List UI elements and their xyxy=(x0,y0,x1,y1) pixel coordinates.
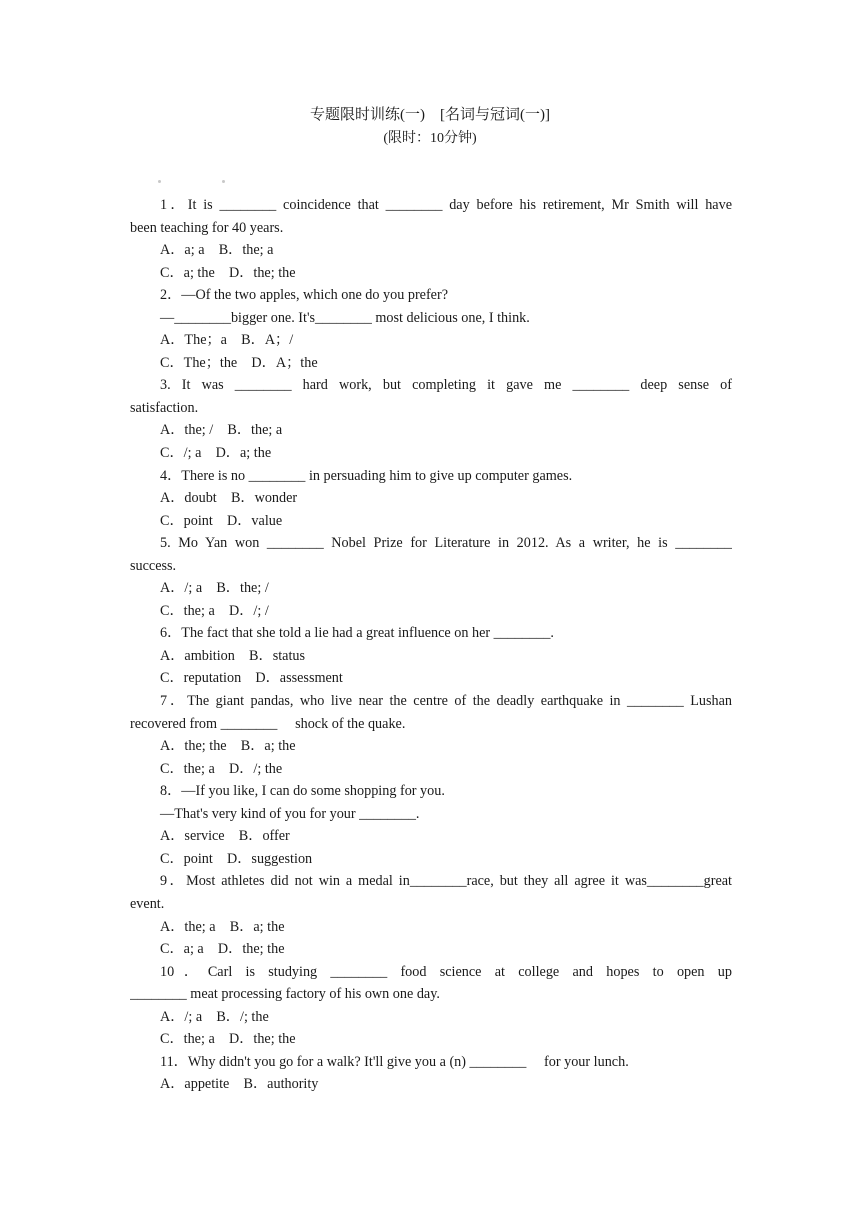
question-5 xyxy=(130,532,732,622)
question-stem: 6．The fact that she told a lie had a great influence on her ________. xyxy=(160,625,554,642)
question-stem: 10．Carl is studying ________ food science at college and hopes to open up xyxy=(160,963,732,980)
answer-options: A．the; / B．the; a xyxy=(160,422,283,439)
question-2 xyxy=(130,284,732,374)
answer-options: C．the; a D．/; the xyxy=(160,760,283,777)
question-stem: 7．The giant pandas, who live near the centre of the deadly earthquake in ________ Lushan xyxy=(160,693,732,710)
page-title: 专题限时训练(一) [名词与冠词(一)] xyxy=(310,107,550,123)
scan-specks xyxy=(158,180,238,186)
scan-speck xyxy=(222,180,225,183)
answer-options: A．service B．offer xyxy=(160,828,290,845)
question-6 xyxy=(130,622,732,690)
answer-options: A．a; a B．the; a xyxy=(160,242,274,259)
question-stem: 4．There is no ________ in persuading him to give up computer games. xyxy=(160,467,573,484)
answer-options: C．point D．suggestion xyxy=(160,850,313,867)
question-stem-continued: event. xyxy=(130,895,165,912)
question-stem-continued: satisfaction. xyxy=(130,399,199,416)
answer-options: C．a; a D．the; the xyxy=(160,941,285,958)
question-10 xyxy=(130,961,732,1051)
question-stem-continued: —That's very kind of you for your ________. xyxy=(160,805,420,822)
question-stem-continued: ________ meat processing factory of his own one day. xyxy=(130,986,440,1003)
question-9 xyxy=(130,870,732,960)
question-7 xyxy=(130,690,732,780)
answer-options: A．/; a B．the; / xyxy=(160,580,269,597)
answer-options: C．reputation D．assessment xyxy=(160,670,343,687)
question-stem-continued: —________bigger one. It's________ most delicious one, I think. xyxy=(160,309,530,326)
answer-options: A．ambition B．status xyxy=(160,647,306,664)
question-stem-continued: success. xyxy=(130,557,177,574)
question-list xyxy=(130,194,732,1096)
answer-options: C．a; the D．the; the xyxy=(160,264,296,281)
answer-options: A．/; a B．/; the xyxy=(160,1008,269,1025)
answer-options: A．The；a B．A；/ xyxy=(160,332,294,349)
question-stem-continued: recovered from ________ shock of the quake. xyxy=(130,715,406,732)
scan-speck xyxy=(158,180,161,183)
time-limit: (限时：10分钟) xyxy=(383,131,477,146)
question-11 xyxy=(130,1051,732,1096)
answer-options: C．/; a D．a; the xyxy=(160,445,272,462)
question-3 xyxy=(130,374,732,464)
answer-options: A．the; the B．a; the xyxy=(160,738,296,755)
question-stem-continued: been teaching for 40 years. xyxy=(130,219,284,236)
question-stem: 1．It is ________ coincidence that ________ day before his retirement, Mr Smith will have xyxy=(160,197,732,213)
answer-options: A．doubt B．wonder xyxy=(160,490,298,507)
answer-options: C．the; a D．/; / xyxy=(160,602,269,619)
question-4 xyxy=(130,465,732,533)
answer-options: A．appetite B．authority xyxy=(160,1076,319,1093)
question-8 xyxy=(130,780,732,870)
answer-options: C．The；the D．A；the xyxy=(160,354,318,371)
question-stem: 9．Most athletes did not win a medal in________race, but they all agree it was________great xyxy=(160,873,732,890)
question-1 xyxy=(130,194,732,284)
question-stem: 8．—If you like, I can do some shopping for you. xyxy=(160,783,445,800)
question-stem: 11．Why didn't you go for a walk? It'll give you a (n) ________ for your lunch. xyxy=(160,1053,629,1070)
question-stem: 5. Mo Yan won ________ Nobel Prize for Literature in 2012. As a writer, he is ________ xyxy=(160,535,732,552)
answer-options: A．the; a B．a; the xyxy=(160,918,285,935)
answer-options: C．point D．value xyxy=(160,512,283,529)
question-stem: 3. It was ________ hard work, but completing it gave me ________ deep sense of xyxy=(160,377,732,394)
answer-options: C．the; a D．the; the xyxy=(160,1031,296,1048)
question-stem: 2．—Of the two apples, which one do you prefer? xyxy=(160,287,449,304)
